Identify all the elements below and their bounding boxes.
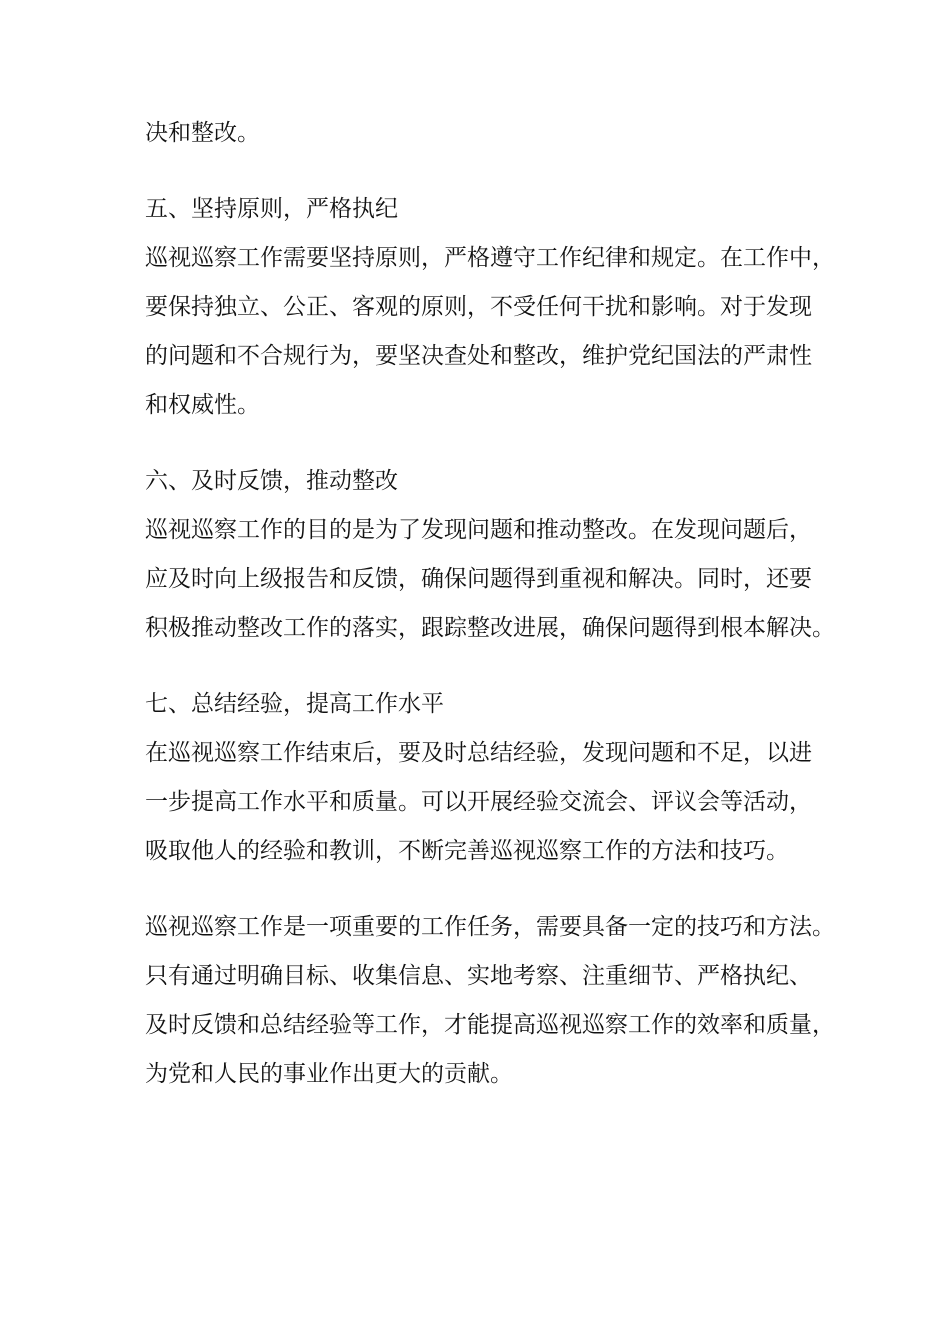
section-6-line-3: 积极推动整改工作的落实，跟踪整改进展，确保问题得到根本解决。 [145, 615, 835, 641]
section-6-heading: 六、及时反馈，推动整改 [145, 468, 398, 494]
intro-tail-line: 决和整改。 [145, 120, 260, 146]
section-5-heading: 五、坚持原则，严格执纪 [145, 196, 398, 222]
section-7-line-1: 在巡视巡察工作结束后，要及时总结经验，发现问题和不足，以进 [145, 740, 812, 766]
conclusion-line-1: 巡视巡察工作是一项重要的工作任务，需要具备一定的技巧和方法。 [145, 914, 835, 940]
section-6-line-1: 巡视巡察工作的目的是为了发现问题和推动整改。在发现问题后， [145, 517, 812, 543]
section-7-line-3: 吸取他人的经验和教训，不断完善巡视巡察工作的方法和技巧。 [145, 838, 789, 864]
conclusion-line-3: 及时反馈和总结经验等工作，才能提高巡视巡察工作的效率和质量， [145, 1012, 835, 1038]
section-5-line-2: 要保持独立、公正、客观的原则，不受任何干扰和影响。对于发现 [145, 294, 812, 320]
section-5-line-4: 和权威性。 [145, 392, 260, 418]
conclusion-line-4: 为党和人民的事业作出更大的贡献。 [145, 1061, 513, 1087]
section-5-line-1: 巡视巡察工作需要坚持原则，严格遵守工作纪律和规定。在工作中， [145, 245, 835, 271]
conclusion-line-2: 只有通过明确目标、收集信息、实地考察、注重细节、严格执纪、 [145, 963, 812, 989]
section-7-heading: 七、总结经验，提高工作水平 [145, 691, 444, 717]
section-7-line-2: 一步提高工作水平和质量。可以开展经验交流会、评议会等活动， [145, 789, 812, 815]
section-6-line-2: 应及时向上级报告和反馈，确保问题得到重视和解决。同时，还要 [145, 566, 812, 592]
section-5-line-3: 的问题和不合规行为，要坚决查处和整改，维护党纪国法的严肃性 [145, 343, 812, 369]
